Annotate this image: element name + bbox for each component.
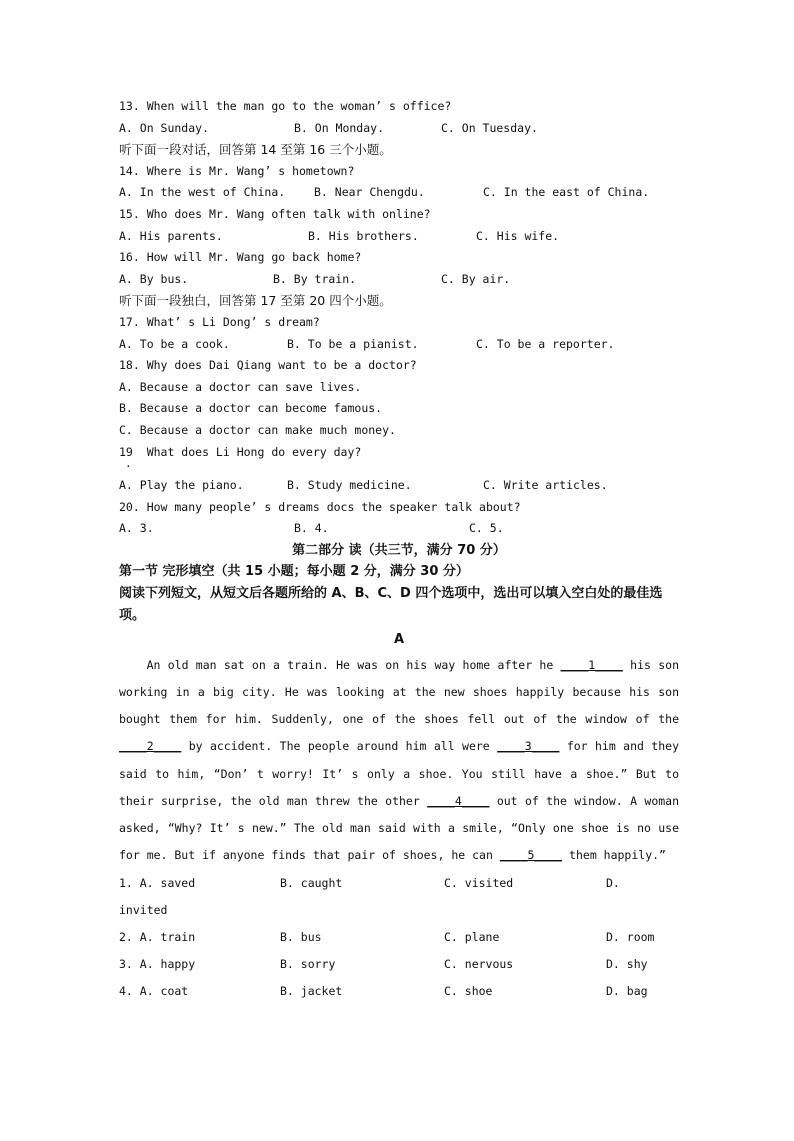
option-c: C. His wife. — [476, 228, 560, 243]
blank-4: ____4____ — [427, 793, 490, 808]
blank-2: ____2____ — [119, 739, 182, 754]
option-d: D. shy — [606, 957, 648, 972]
cloze-instruction: 阅读下列短文，从短文后各题所给的 A、B、C、D 四个选项中，选出可以填入空白处的最佳选项。 — [119, 585, 663, 623]
option-c: C. Write articles. — [483, 478, 608, 493]
option-b: B. His brothers. — [308, 228, 419, 243]
blank-3: ____3____ — [497, 739, 560, 754]
option-b: B. To be a pianist. — [287, 336, 419, 351]
exam-page — [119, 96, 679, 1005]
option-b: B. bus — [280, 929, 322, 944]
option-a: A. 3. — [119, 521, 154, 536]
question-13-options — [119, 118, 679, 140]
option-c: C. In the east of China. — [483, 185, 650, 200]
question-16-options — [119, 269, 679, 291]
cloze-options-4 — [119, 978, 679, 1005]
question-14-options — [119, 182, 679, 204]
option-c: C. plane — [444, 929, 500, 944]
cloze-options-1-cont — [119, 897, 679, 924]
option-b: B. jacket — [280, 984, 343, 999]
question-17: 17. What’ s Li Dong’ s dream? — [119, 314, 320, 329]
passage-text: them happily.” — [562, 848, 666, 863]
cloze-passage — [119, 652, 679, 870]
option-a: A. By bus. — [119, 271, 189, 286]
option-b: B. caught — [280, 875, 343, 890]
passage-text: out of the window. A woman asked, “Why? It’ s new.” The old man said with a smile, “Only one shoe is no use for me. But if anyone finds that pair of shoes, he can — [119, 793, 680, 863]
option-b: B. Study medicine. — [287, 478, 412, 493]
option-c: C. By air. — [441, 271, 511, 286]
question-17-options — [119, 334, 679, 356]
option-c: C. To be a reporter. — [476, 336, 615, 351]
option-a: 4. A. coat — [119, 984, 189, 999]
option-a: A. Because a doctor can save lives. — [119, 379, 362, 394]
option-a: A. On Sunday. — [119, 120, 210, 135]
option-b: B. 4. — [294, 521, 329, 536]
option-a: A. In the west of China. — [119, 185, 286, 200]
option-d: D. — [606, 875, 620, 890]
option-c: C. 5. — [469, 521, 504, 536]
option-b: B. sorry — [280, 957, 336, 972]
passage-text: by accident. The people around him all were — [181, 739, 498, 754]
question-13: 13. When will the man go to the woman’ s office? — [119, 99, 452, 113]
cloze-options-1 — [119, 870, 679, 897]
option-d: D. bag — [606, 984, 648, 999]
stray-mark: · — [125, 460, 132, 474]
option-c: C. On Tuesday. — [441, 120, 538, 135]
part-two-title: 第二部分 读（共三节，满分 70 分） — [292, 542, 506, 558]
option-a: A. Play the piano. — [119, 478, 244, 493]
question-15-options — [119, 226, 679, 248]
blank-1: ____1____ — [560, 657, 623, 672]
option-a: 2. A. train — [119, 929, 196, 944]
option-c: C. shoe — [444, 984, 493, 999]
option-c: C. nervous — [444, 957, 514, 972]
question-14: 14. Where is Mr. Wang’ s hometown? — [119, 163, 355, 178]
option-d-text: invited — [119, 902, 168, 917]
instruction-17-20: 听下面一段独白，回答第 17 至第 20 四个小题。 — [119, 293, 392, 309]
cloze-options-2 — [119, 924, 679, 951]
question-18: 18. Why does Dai Qiang want to be a doctor? — [119, 358, 417, 373]
instruction-14-16: 听下面一段对话，回答第 14 至第 16 三个小题。 — [119, 142, 392, 158]
question-19-options — [119, 475, 679, 497]
passage-label: A — [393, 631, 405, 647]
question-20-options — [119, 518, 679, 540]
cloze-options-3 — [119, 951, 679, 978]
option-b: B. By train. — [273, 271, 357, 286]
option-b: B. Because a doctor can become famous. — [119, 401, 383, 416]
question-20: 20. How many people’ s dreams docs the speaker talk about? — [119, 499, 521, 514]
passage-text: for him and they said to him, “Don’ t worry! It’ s only a shoe. You still have a shoe.” But to their surprise, the old man threw the other — [119, 739, 680, 808]
question-19: 19 What does Li Hong do every day? — [119, 444, 362, 459]
option-c: C. Because a doctor can make much money. — [119, 422, 396, 437]
option-d: D. room — [606, 929, 655, 944]
option-a: A. To be a cook. — [119, 336, 230, 351]
option-b: B. Near Chengdu. — [314, 185, 425, 200]
option-c: C. visited — [444, 875, 514, 890]
question-15: 15. Who does Mr. Wang often talk with online? — [119, 206, 431, 221]
blank-5: ____5____ — [499, 848, 563, 863]
passage-text: An old man sat on a train. He was on his way home after he — [146, 657, 561, 672]
section-one-title: 第一节 完形填空（共 15 小题；每小题 2 分，满分 30 分） — [119, 563, 469, 579]
option-b: B. On Monday. — [294, 120, 385, 135]
question-16: 16. How will Mr. Wang go back home? — [119, 250, 362, 265]
option-a: 3. A. happy — [119, 957, 196, 972]
option-a: 1. A. saved — [119, 875, 196, 890]
option-a: A. His parents. — [119, 228, 223, 243]
passage-text: his son working in a big city. He was looking at the new shoes happily because his son bought them for him. Suddenly, one of the shoes fell out of the window of the — [119, 657, 679, 727]
